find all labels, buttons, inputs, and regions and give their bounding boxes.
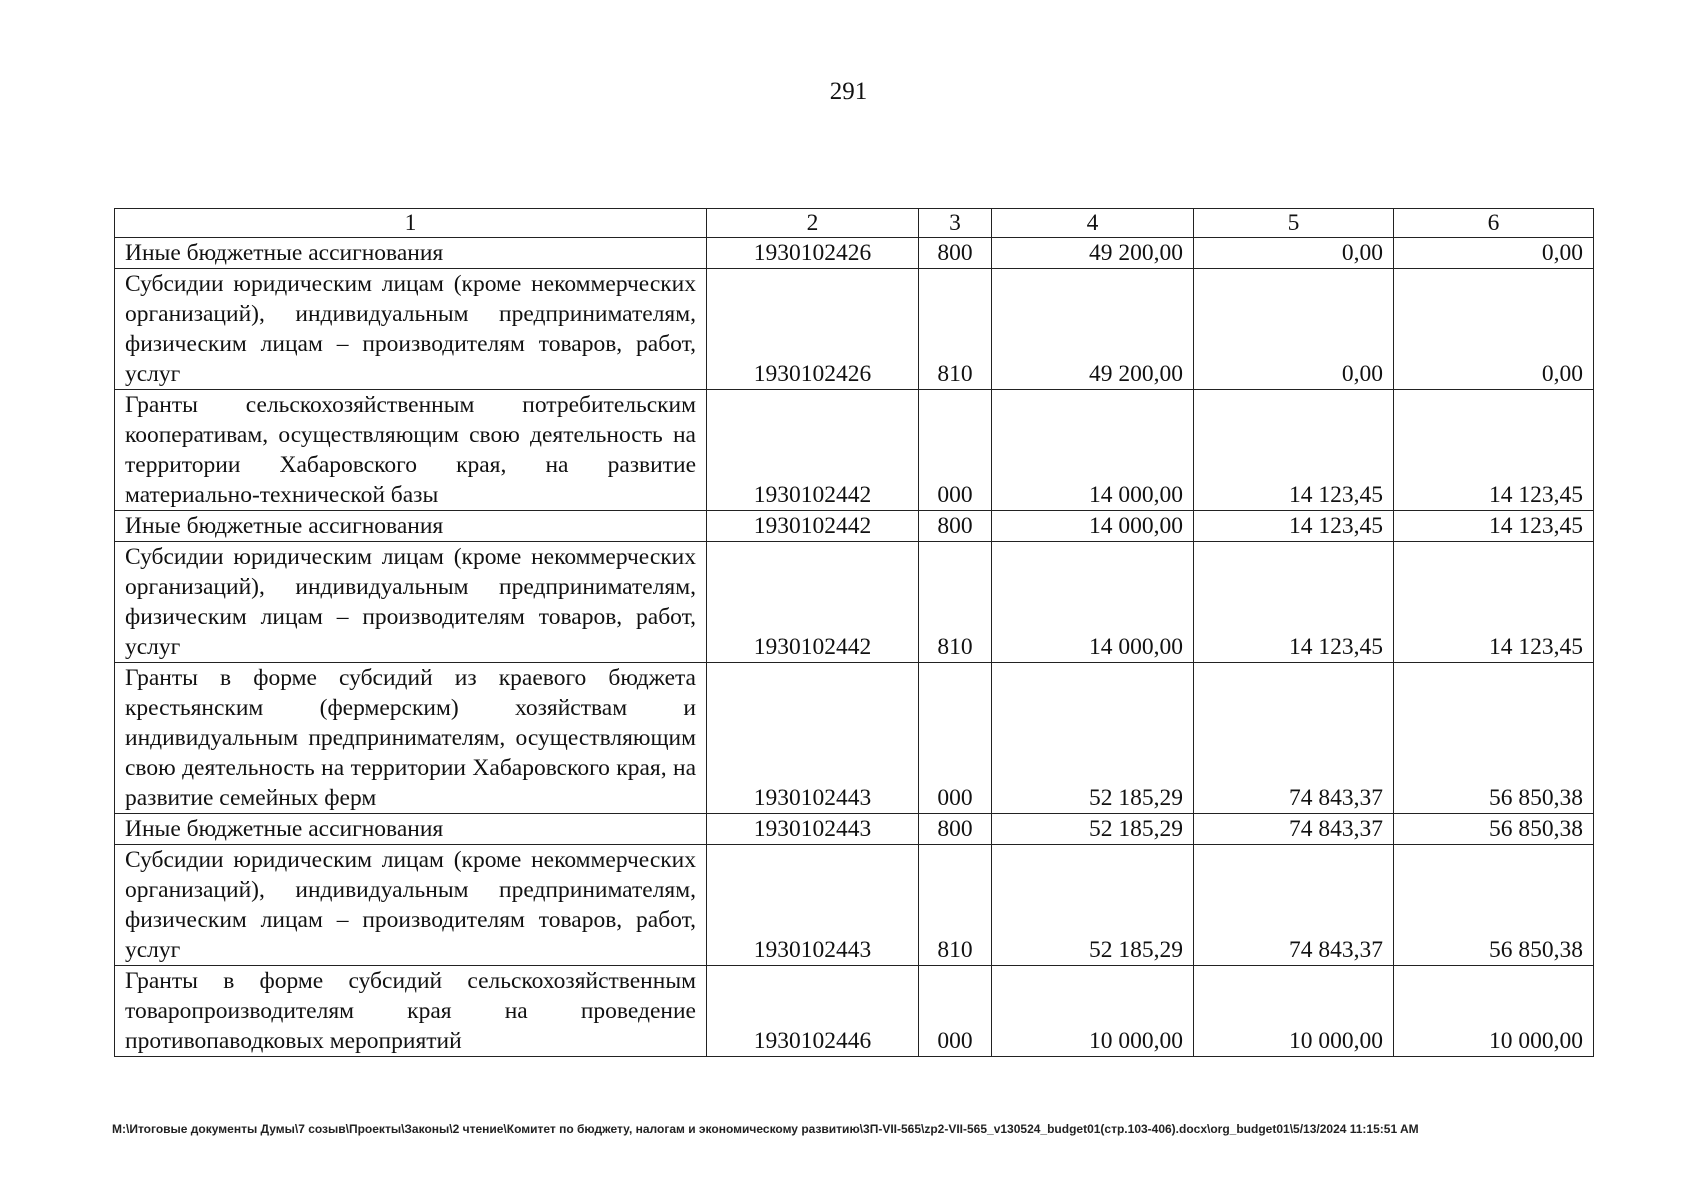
column-header: 4 xyxy=(992,209,1194,238)
row-name-cell: Иные бюджетные ассигнования xyxy=(115,814,707,845)
column-header: 6 xyxy=(1394,209,1594,238)
footer-file-path: M:\Итоговые документы Думы\7 созыв\Проекты\Законы\2 чтение\Комитет по бюджету, налогам и экономическому развитию\3П-VII-565\zp2-VII-565_v130524_budget01(стр.103-406).docx\org_budget01\5/13/2024 11:15:51 AM xyxy=(112,1122,1419,1136)
table-row xyxy=(115,966,1594,1057)
amount-col6-cell: 14 123,45 xyxy=(1394,511,1594,542)
table-row xyxy=(115,269,1594,390)
amount-col5-cell: 0,00 xyxy=(1194,238,1394,269)
table-body xyxy=(115,238,1594,1057)
row-name-cell: Иные бюджетные ассигнования xyxy=(115,511,707,542)
expense-type-cell: 000 xyxy=(919,390,992,511)
expense-type-cell: 810 xyxy=(919,269,992,390)
table-row xyxy=(115,511,1594,542)
expense-type-cell: 810 xyxy=(919,845,992,966)
amount-col5-cell: 74 843,37 xyxy=(1194,845,1394,966)
expense-type-cell: 000 xyxy=(919,966,992,1057)
table-row xyxy=(115,390,1594,511)
table-row xyxy=(115,814,1594,845)
amount-col4-cell: 10 000,00 xyxy=(992,966,1194,1057)
target-code-cell: 1930102442 xyxy=(707,511,919,542)
amount-col4-cell: 52 185,29 xyxy=(992,663,1194,814)
expense-type-cell: 800 xyxy=(919,238,992,269)
amount-col5-cell: 14 123,45 xyxy=(1194,511,1394,542)
column-header: 5 xyxy=(1194,209,1394,238)
target-code-cell: 1930102426 xyxy=(707,269,919,390)
page-number: 291 xyxy=(829,78,868,105)
amount-col4-cell: 14 000,00 xyxy=(992,542,1194,663)
table-row xyxy=(115,845,1594,966)
row-name-cell: Гранты в форме субсидий сельскохозяйственным товаропроизводителям края на проведение противопаводковых мероприятий xyxy=(115,966,707,1057)
expense-type-cell: 800 xyxy=(919,511,992,542)
target-code-cell: 1930102442 xyxy=(707,390,919,511)
amount-col5-cell: 10 000,00 xyxy=(1194,966,1394,1057)
row-name-cell: Гранты сельскохозяйственным потребительским кооперативам, осуществляющим свою деятельность на территории Хабаровского края, на развитие материально-технической базы xyxy=(115,390,707,511)
amount-col5-cell: 14 123,45 xyxy=(1194,542,1394,663)
amount-col6-cell: 56 850,38 xyxy=(1394,663,1594,814)
target-code-cell: 1930102442 xyxy=(707,542,919,663)
amount-col5-cell: 74 843,37 xyxy=(1194,814,1394,845)
target-code-cell: 1930102443 xyxy=(707,663,919,814)
amount-col6-cell: 56 850,38 xyxy=(1394,814,1594,845)
column-header: 3 xyxy=(919,209,992,238)
amount-col5-cell: 0,00 xyxy=(1194,269,1394,390)
amount-col6-cell: 0,00 xyxy=(1394,238,1594,269)
amount-col6-cell: 10 000,00 xyxy=(1394,966,1594,1057)
table-header-row xyxy=(115,209,1594,238)
column-header: 2 xyxy=(707,209,919,238)
amount-col4-cell: 52 185,29 xyxy=(992,814,1194,845)
row-name-cell: Гранты в форме субсидий из краевого бюджета крестьянским (фермерским) хозяйствам и индивидуальным предпринимателям, осуществляющим свою деятельность на территории Хабаровского края, на развитие семейных ферм xyxy=(115,663,707,814)
table-row xyxy=(115,542,1594,663)
amount-col5-cell: 74 843,37 xyxy=(1194,663,1394,814)
expense-type-cell: 000 xyxy=(919,663,992,814)
row-name-cell: Субсидии юридическим лицам (кроме некоммерческих организаций), индивидуальным предпринимателям, физическим лицам – производителям товаров, работ, услуг xyxy=(115,845,707,966)
table-row xyxy=(115,238,1594,269)
amount-col4-cell: 49 200,00 xyxy=(992,238,1194,269)
row-name-cell: Субсидии юридическим лицам (кроме некоммерческих организаций), индивидуальным предпринимателям, физическим лицам – производителям товаров, работ, услуг xyxy=(115,269,707,390)
amount-col4-cell: 52 185,29 xyxy=(992,845,1194,966)
target-code-cell: 1930102443 xyxy=(707,845,919,966)
amount-col4-cell: 49 200,00 xyxy=(992,269,1194,390)
table-row xyxy=(115,663,1594,814)
row-name-cell: Иные бюджетные ассигнования xyxy=(115,238,707,269)
column-header: 1 xyxy=(115,209,707,238)
target-code-cell: 1930102446 xyxy=(707,966,919,1057)
budget-table xyxy=(114,208,1594,1057)
amount-col6-cell: 0,00 xyxy=(1394,269,1594,390)
expense-type-cell: 810 xyxy=(919,542,992,663)
target-code-cell: 1930102426 xyxy=(707,238,919,269)
expense-type-cell: 800 xyxy=(919,814,992,845)
amount-col6-cell: 14 123,45 xyxy=(1394,542,1594,663)
row-name-cell: Субсидии юридическим лицам (кроме некоммерческих организаций), индивидуальным предпринимателям, физическим лицам – производителям товаров, работ, услуг xyxy=(115,542,707,663)
amount-col6-cell: 14 123,45 xyxy=(1394,390,1594,511)
amount-col5-cell: 14 123,45 xyxy=(1194,390,1394,511)
target-code-cell: 1930102443 xyxy=(707,814,919,845)
amount-col6-cell: 56 850,38 xyxy=(1394,845,1594,966)
amount-col4-cell: 14 000,00 xyxy=(992,390,1194,511)
amount-col4-cell: 14 000,00 xyxy=(992,511,1194,542)
